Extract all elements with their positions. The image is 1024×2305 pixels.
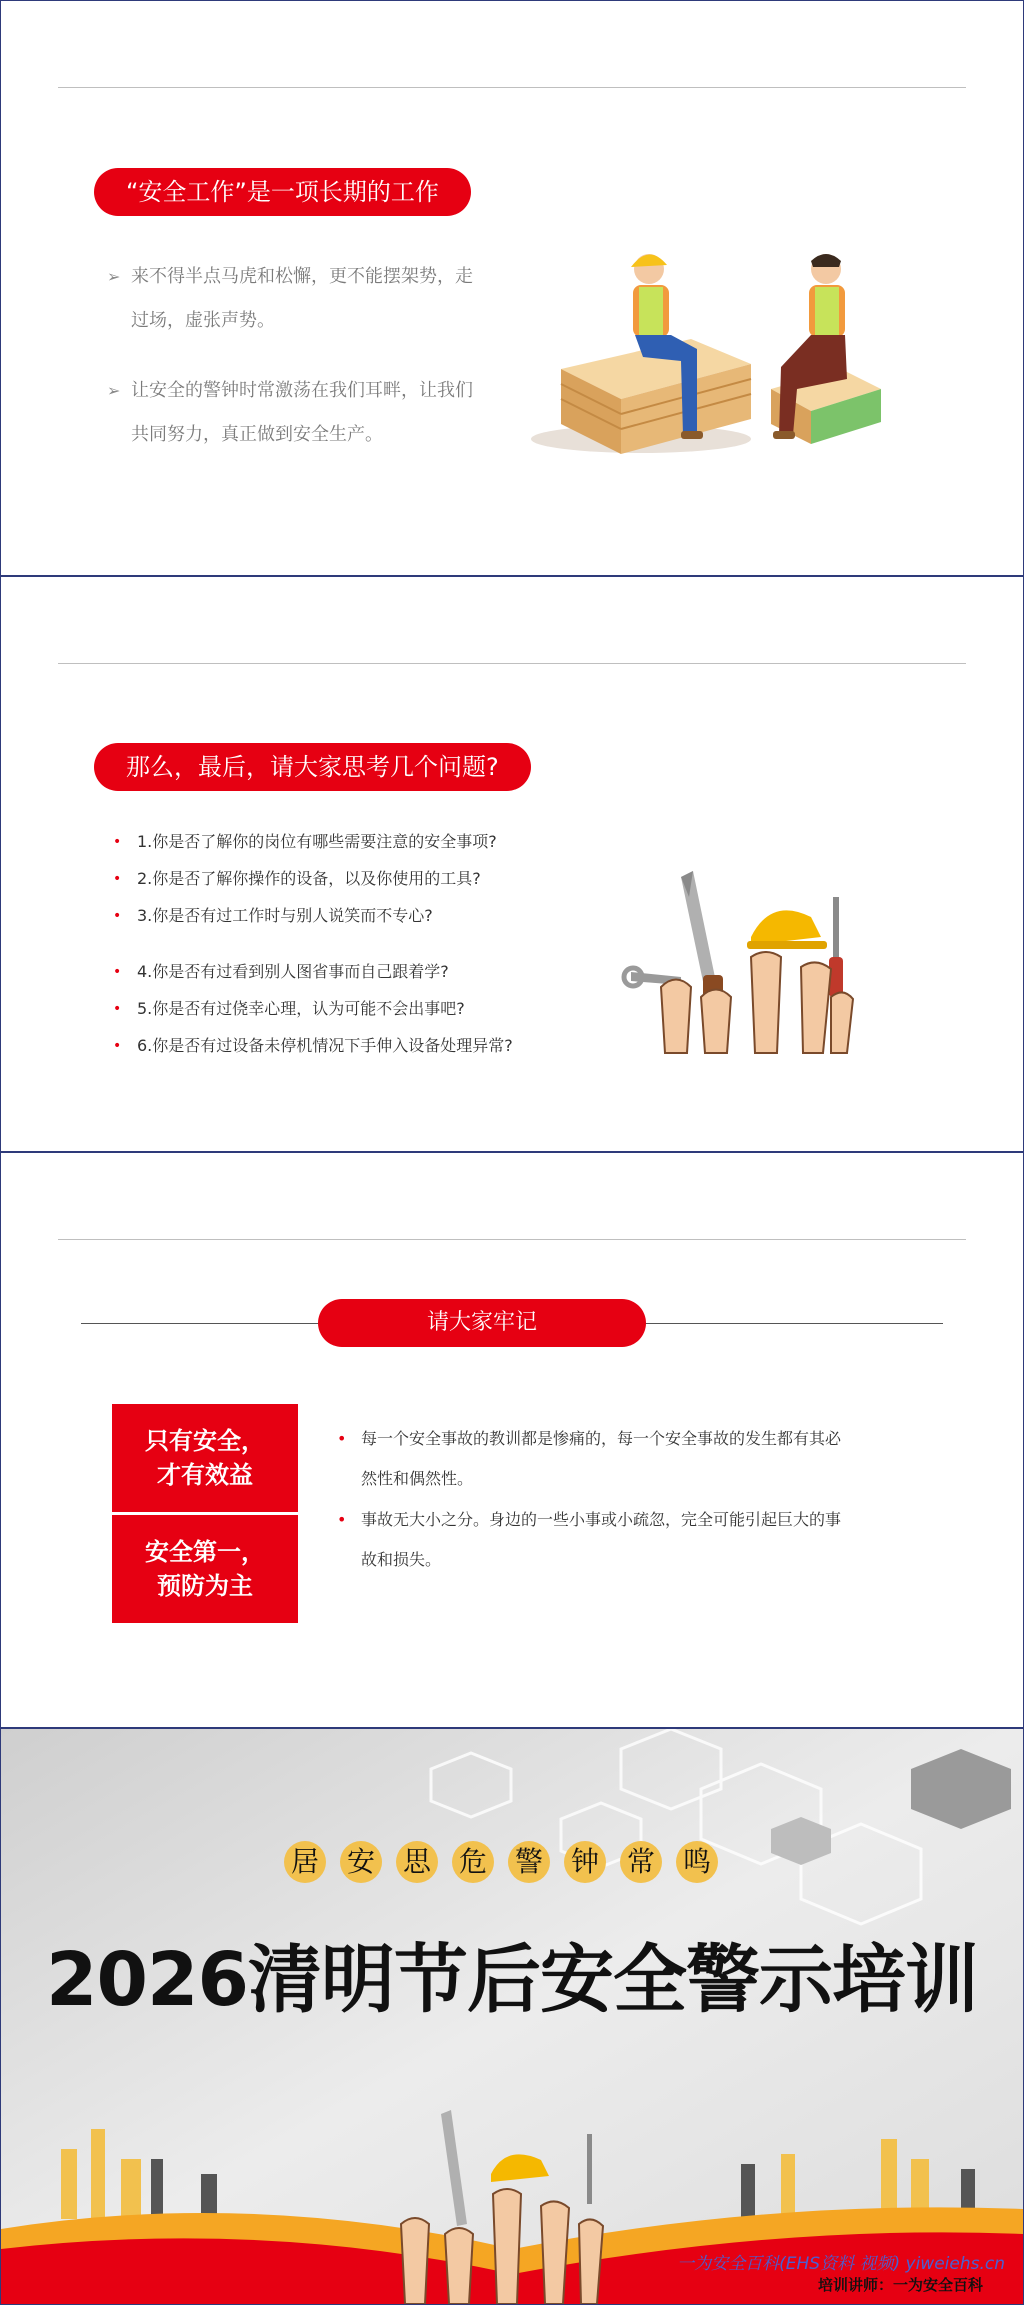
- bullet-dot-icon: •: [337, 1429, 347, 1448]
- slogan-char: 安: [340, 1841, 382, 1883]
- slide-1-title: “安全工作”是一项长期的工作: [94, 168, 471, 216]
- slogan-char: 钟: [564, 1841, 606, 1883]
- slide-4-cover: [0, 1728, 1024, 2305]
- slide-3: [0, 1152, 1024, 1728]
- bullet-dot-icon: •: [337, 1510, 347, 1529]
- slide-1: [0, 0, 1024, 576]
- question-item: [113, 905, 433, 927]
- question-text: 5.你是否有过侥幸心理，认为可能不会出事吧?: [137, 999, 465, 1018]
- divider-line: [58, 87, 966, 88]
- question-item: [113, 868, 481, 890]
- slide-2-title: 那么，最后，请大家思考几个问题?: [94, 743, 531, 791]
- paragraph-text: 事故无大小之分。身边的一些小事或小疏忽，完全可能引起巨大的事故和损失。: [361, 1510, 842, 1569]
- question-text: 6.你是否有过设备未停机情况下手伸入设备处理异常?: [137, 1036, 513, 1055]
- bullet-dot-icon: •: [113, 871, 122, 887]
- slogan-char: 警: [508, 1841, 550, 1883]
- bullet-dot-icon: •: [113, 908, 122, 924]
- slide-2: [0, 576, 1024, 1152]
- motto-box: 安全第一， 预防为主: [112, 1515, 298, 1623]
- bullet-text: 来不得半点马虎和松懈，更不能摆架势，走过场，虚张声势。: [131, 266, 473, 331]
- hands-tools-illustration: [621, 857, 881, 1057]
- bullet-dot-icon: •: [113, 1038, 122, 1054]
- question-text: 2.你是否了解你操作的设备，以及你使用的工具?: [137, 869, 481, 888]
- slogan-char: 居: [284, 1841, 326, 1883]
- divider-line: [58, 1239, 966, 1240]
- question-text: 3.你是否有过工作时与别人说笑而不专心?: [137, 906, 433, 925]
- slogan-char: 危: [452, 1841, 494, 1883]
- question-item: [113, 1035, 513, 1057]
- arrow-bullet-icon: ➢: [107, 381, 121, 400]
- slogan-char: 思: [396, 1841, 438, 1883]
- motto-box: 只有安全， 才有效益: [112, 1404, 298, 1512]
- question-item: [113, 831, 497, 853]
- arrow-bullet-icon: ➢: [107, 267, 121, 286]
- question-text: 1.你是否了解你的岗位有哪些需要注意的安全事项?: [137, 832, 497, 851]
- slogan-row: [284, 1841, 718, 1883]
- question-item: [113, 961, 449, 983]
- paragraph-item: [337, 1419, 847, 1499]
- bullet-item: [107, 369, 477, 457]
- main-title: 2026清明节后安全警示培训: [46, 1937, 978, 2023]
- divider-line: [58, 663, 966, 664]
- question-item: [113, 998, 465, 1020]
- watermark-link[interactable]: 一为安全百科(EHS资料 视频) yiweiehs.cn: [677, 2254, 1005, 2274]
- paragraph-text: 每一个安全事故的教训都是惨痛的，每一个安全事故的发生都有其必然性和偶然性。: [361, 1429, 842, 1488]
- slide-3-title: 请大家牢记: [318, 1299, 646, 1347]
- paragraph-item: [337, 1500, 847, 1580]
- question-text: 4.你是否有过看到别人图省事而自己跟着学?: [137, 962, 449, 981]
- bullet-item: [107, 255, 477, 343]
- workers-illustration: [521, 239, 891, 459]
- bullet-text: 让安全的警钟时常激荡在我们耳畔，让我们共同努力，真正做到安全生产。: [131, 380, 473, 445]
- trainer-label: 培训讲师：一为安全百科: [817, 2276, 983, 2294]
- bullet-dot-icon: •: [113, 1001, 122, 1017]
- slogan-char: 常: [620, 1841, 662, 1883]
- slogan-char: 鸣: [676, 1841, 718, 1883]
- bullet-dot-icon: •: [113, 834, 122, 850]
- bullet-dot-icon: •: [113, 964, 122, 980]
